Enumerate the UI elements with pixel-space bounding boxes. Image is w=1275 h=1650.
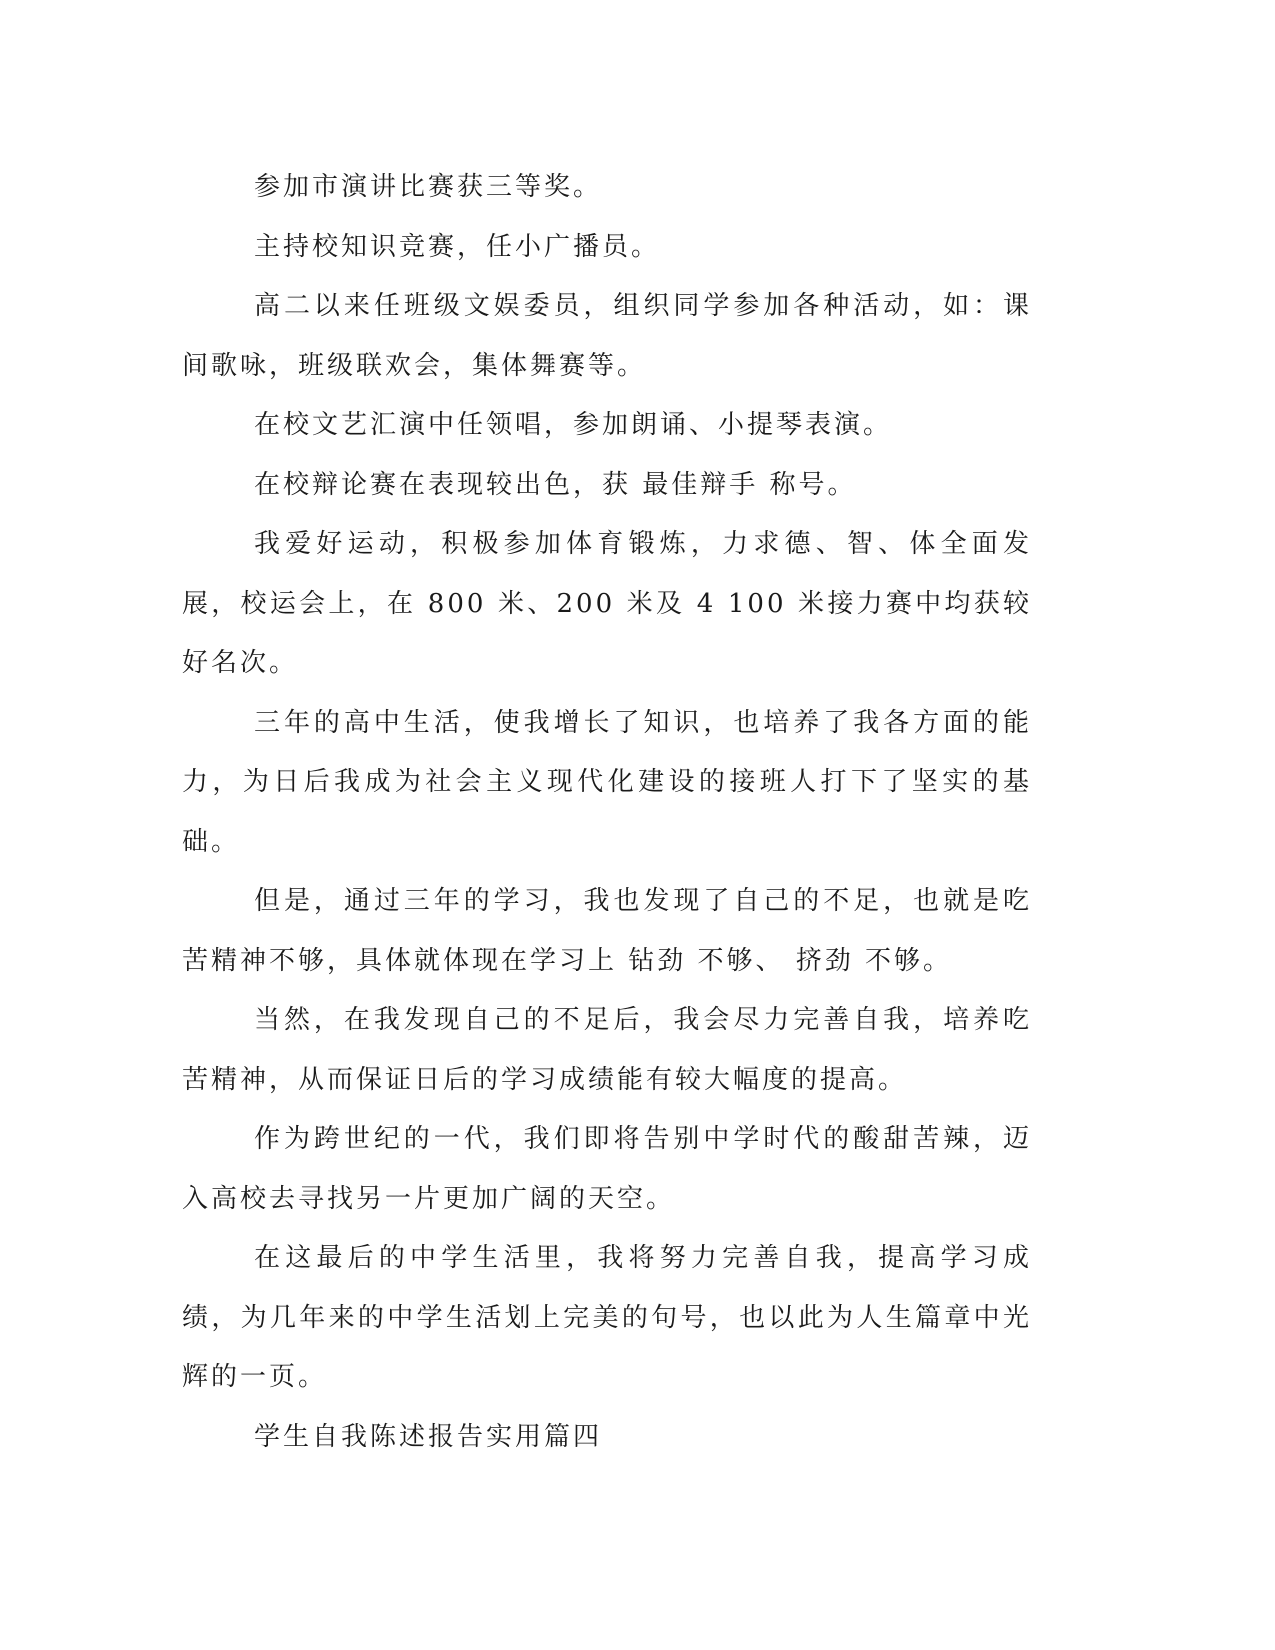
paragraph: 作为跨世纪的一代，我们即将告别中学时代的酸甜苦辣，迈入高校去寻找另一片更加广阔的天空。 — [182, 1124, 1032, 1214]
paragraph: 主持校知识竞赛，任小广播员。 — [254, 231, 661, 262]
paragraph: 参加市演讲比赛获三等奖。 — [254, 172, 603, 202]
paragraph: 在校辩论赛在表现较出色，获 最佳辩手 称号。 — [254, 469, 857, 500]
section-heading: 学生自我陈述报告实用篇四 — [254, 1421, 603, 1452]
paragraph: 三年的高中生活，使我增长了知识，也培养了我各方面的能力，为日后我成为社会主义现代化建设的接班人打下了坚实的基础。 — [182, 707, 1032, 857]
paragraph: 高二以来任班级文娱委员，组织同学参加各种活动，如：课间歌咏，班级联欢会，集体舞赛等。 — [182, 291, 1032, 381]
paragraph: 在校文艺汇演中任领唱，参加朗诵、小提琴表演。 — [254, 410, 893, 440]
paragraph: 但是，通过三年的学习，我也发现了自己的不足，也就是吃苦精神不够，具体就体现在学习上 钻劲 不够、 挤劲 不够。 — [182, 886, 1032, 976]
paragraph: 当然，在我发现自己的不足后，我会尽力完善自我，培养吃苦精神，从而保证日后的学习成绩能有较大幅度的提高。 — [182, 1005, 1032, 1095]
paragraph: 在这最后的中学生活里，我将努力完善自我，提高学习成绩，为几年来的中学生活划上完美的句号，也以此为人生篇章中光辉的一页。 — [182, 1243, 1032, 1392]
document-body — [182, 158, 1032, 1467]
paragraph: 我爱好运动，积极参加体育锻炼，力求德、智、体全面发展，校运会上，在 800 米、200 米及 4 100 米接力赛中均获较好名次。 — [182, 529, 1032, 678]
